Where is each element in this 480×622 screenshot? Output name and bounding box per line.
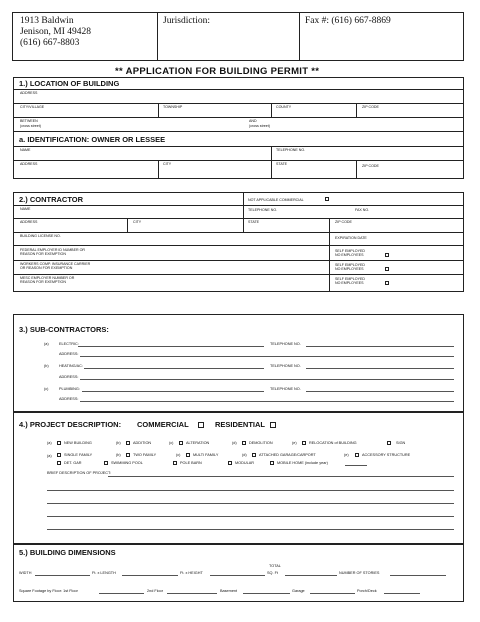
phone-line: (616) 667-8803	[20, 38, 80, 48]
swimming-pool-checkbox[interactable]	[104, 461, 108, 465]
input-line[interactable]	[243, 593, 290, 594]
option-label: ADDITION	[133, 441, 152, 445]
sqft-label: SQ. Ft	[267, 571, 278, 575]
option-label: ACCESSORY STRUCTURE	[362, 453, 411, 457]
commercial-label: COMMERCIAL	[137, 420, 189, 429]
exemption-checkbox[interactable]	[385, 281, 389, 285]
exemption-right	[335, 249, 365, 257]
header-divider	[299, 12, 300, 61]
sub-label: HEATING/AC:	[59, 364, 83, 368]
exemption-line: OR REASON FOR EXEMPTION	[20, 266, 73, 270]
township-label: TOWNSHIP	[163, 105, 183, 109]
garage-label: Garage	[292, 589, 305, 593]
owner-state-label: STATE	[276, 162, 288, 166]
sub-label: ELECTRIC:	[59, 342, 79, 346]
rule	[13, 89, 464, 90]
residential-label: RESIDENTIAL	[215, 420, 266, 429]
modular-checkbox[interactable]	[228, 461, 232, 465]
owner-address-label: ADDRESS	[20, 162, 38, 166]
exemption-right	[335, 277, 365, 285]
section2-title: 2.) CONTRACTOR	[19, 195, 84, 204]
license-label: BUILDING LICENSE NO.	[20, 234, 61, 238]
rule	[13, 260, 464, 261]
header-divider	[157, 12, 158, 61]
description-line[interactable]	[47, 529, 454, 530]
rule	[13, 232, 464, 233]
option-label: NEW BUILDING	[64, 441, 92, 445]
exemption-checkbox[interactable]	[385, 267, 389, 271]
section4-title: 4.) PROJECT DESCRIPTION:	[19, 420, 122, 429]
option-letter: (e)	[292, 441, 297, 445]
floor2-label: 2nd Floor	[147, 589, 164, 593]
office-address	[20, 16, 91, 49]
option-label: MODULAR	[235, 461, 254, 465]
pole-barn-checkbox[interactable]	[173, 461, 177, 465]
owner-zip-label: ZIP CODE	[362, 164, 379, 168]
option-label: TWO FAMILY	[133, 453, 157, 457]
rule	[13, 103, 464, 104]
section5-title: 5.) BUILDING DIMENSIONS	[19, 548, 116, 557]
option-letter: (b)	[116, 453, 121, 457]
option-letter: (e)	[344, 453, 349, 457]
input-line[interactable]	[306, 346, 454, 347]
length-label: Ft. x LENGTH	[92, 571, 116, 575]
exemption-line: MESC EMPLOYER NUMBER OR	[20, 276, 75, 280]
input-line[interactable]	[306, 391, 454, 392]
divider	[329, 218, 330, 292]
porch-label: Porch/Deck	[357, 589, 377, 593]
rule	[13, 218, 464, 219]
height-label: Ft. x HEIGHT	[180, 571, 203, 575]
input-line[interactable]	[310, 593, 355, 594]
exemption-left	[20, 262, 90, 270]
sqfoot-by-floor-label: Square Footage by Floor: 1st Floor	[19, 589, 78, 593]
accessory-structure-checkbox[interactable]	[355, 453, 359, 457]
address-line: 1913 Baldwin	[20, 16, 74, 26]
divider	[243, 192, 244, 232]
self-employed-label: SELF EMPLOYED	[335, 263, 365, 267]
mobile-home-checkbox[interactable]	[270, 461, 274, 465]
sub-telephone-label: TELEPHONE NO.	[270, 387, 301, 391]
contractor-zip-label: ZIP CODE	[335, 220, 352, 224]
exemption-line: REASON FOR EXEMPTION	[20, 280, 66, 284]
input-line[interactable]	[122, 575, 178, 576]
contractor-name-label: NAME	[20, 207, 31, 211]
rule	[13, 274, 464, 275]
divider	[158, 160, 159, 178]
input-line[interactable]	[306, 368, 454, 369]
brief-description-label: BRIEF DESCRIPTION OF PROJECT:	[47, 471, 111, 475]
sub-letter: (c)	[44, 387, 49, 391]
total-label: TOTAL	[269, 564, 281, 568]
demolition-checkbox[interactable]	[242, 441, 246, 445]
input-line[interactable]	[35, 575, 90, 576]
option-letter: (c)	[176, 453, 181, 457]
input-line[interactable]	[99, 593, 144, 594]
not-applicable-checkbox[interactable]	[325, 197, 329, 201]
divider	[271, 103, 272, 117]
owner-telephone-label: TELEPHONE NO.	[276, 148, 306, 152]
divider	[356, 103, 357, 117]
option-label: ALTERATION	[186, 441, 210, 445]
option-label: SWIMMING POOL	[111, 461, 143, 465]
rule	[13, 160, 464, 161]
address-label: ADDRESS	[20, 91, 38, 95]
width-label: WIDTH	[19, 571, 32, 575]
section1a-title: a. IDENTIFICATION: OWNER OR LESSEE	[19, 135, 166, 144]
sub-telephone-label: TELEPHONE NO.	[270, 364, 301, 368]
section1-title: 1.) LOCATION OF BUILDING	[19, 79, 120, 88]
exemption-left	[20, 248, 85, 256]
rule	[13, 117, 464, 118]
new-building-checkbox[interactable]	[57, 441, 61, 445]
basement-label: Basement	[220, 589, 238, 593]
owner-name-label: NAME	[20, 148, 31, 152]
owner-city-label: CITY	[163, 162, 172, 166]
divider	[271, 146, 272, 178]
exemption-right	[335, 263, 365, 271]
description-line[interactable]	[47, 516, 454, 517]
option-label: ATTACHED GARAGE/CARPORT	[259, 453, 316, 457]
city-village-label: CITY/VILLAGE	[20, 105, 45, 109]
input-line[interactable]	[78, 346, 264, 347]
input-line[interactable]	[167, 593, 217, 594]
input-line[interactable]	[82, 391, 264, 392]
option-letter: (c)	[169, 441, 174, 445]
between-label: BETWEEN	[20, 119, 38, 123]
option-letter: (d)	[242, 453, 247, 457]
sub-letter: (a)	[44, 342, 49, 346]
description-line[interactable]	[47, 503, 454, 504]
option-label: SINGLE FAMILY	[64, 453, 93, 457]
input-line[interactable]	[390, 575, 446, 576]
input-line[interactable]	[384, 593, 420, 594]
option-label: POLE BARN	[180, 461, 202, 465]
exemption-left	[20, 276, 74, 284]
sub-address-label: ADDRESS:	[59, 375, 79, 379]
year-input-line[interactable]	[345, 465, 367, 466]
relocation-checkbox[interactable]	[302, 441, 306, 445]
option-letter: (a)	[47, 454, 52, 458]
and-label: AND	[249, 119, 257, 123]
option-label: DET. GAR	[64, 461, 82, 465]
divider	[356, 160, 357, 178]
option-label: RELOCATION of BUILDING	[309, 441, 357, 445]
no-employees-label: NO EMPLOYEES	[335, 281, 364, 285]
input-line[interactable]	[285, 575, 337, 576]
option-letter: (d)	[232, 441, 237, 445]
jurisdiction-label: Jurisdiction:	[163, 16, 210, 26]
description-line[interactable]	[47, 490, 454, 491]
option-label: DEMOLITION	[249, 441, 273, 445]
rule	[13, 146, 464, 147]
contractor-telephone-label: TELEPHONE NO.	[248, 208, 278, 212]
self-employed-label: SELF EMPLOYED	[335, 277, 365, 281]
commercial-checkbox[interactable]	[198, 422, 204, 428]
option-letter: (a)	[47, 441, 52, 445]
rule	[13, 131, 464, 132]
contractor-address-label: ADDRESS	[20, 220, 38, 224]
description-line[interactable]	[108, 476, 454, 477]
zip-label: ZIP CODE	[362, 105, 379, 109]
residential-checkbox[interactable]	[270, 422, 276, 428]
option-label: MOBILE HOME (include year)	[277, 461, 328, 465]
addition-checkbox[interactable]	[126, 441, 130, 445]
section1-box	[13, 77, 464, 179]
address-line: Jenison, MI 49428	[20, 27, 91, 37]
no-employees-label: NO EMPLOYEES	[335, 267, 364, 271]
stories-label: NUMBER OF STORIES	[339, 571, 380, 575]
contractor-fax-label: FAX NO.	[355, 208, 370, 212]
rule	[13, 205, 464, 206]
expiration-label: EXPIRATION DATE	[335, 236, 367, 240]
sub-letter: (b)	[44, 364, 49, 368]
cross-street-label: (cross street)	[20, 124, 41, 128]
attached-garage-checkbox[interactable]	[252, 453, 256, 457]
section4-box	[13, 412, 464, 544]
input-line[interactable]	[210, 575, 265, 576]
county-label: COUNTY	[276, 105, 292, 109]
sub-address-label: ADDRESS:	[59, 352, 79, 356]
single-family-checkbox[interactable]	[57, 453, 61, 457]
section3-title: 3.) SUB-CONTRACTORS:	[19, 325, 109, 334]
option-letter: (b)	[116, 441, 121, 445]
exemption-line: FEDERAL EMPLOYER ID NUMBER OR	[20, 248, 85, 252]
divider	[158, 103, 159, 117]
sign-checkbox[interactable]	[387, 441, 391, 445]
input-line[interactable]	[80, 379, 454, 380]
fax-label: Fax #: (616) 667-8869	[305, 16, 391, 26]
cross-street-label: (cross street)	[249, 124, 270, 128]
exemption-checkbox[interactable]	[385, 253, 389, 257]
option-label: MULTI FAMILY	[193, 453, 219, 457]
option-label: SIGN	[396, 441, 406, 445]
sub-label: PLUMBING:	[59, 387, 80, 391]
sub-telephone-label: TELEPHONE NO.	[270, 342, 301, 346]
input-line[interactable]	[80, 401, 454, 402]
divider	[127, 218, 128, 232]
exemption-line: REASON FOR EXEMPTION	[20, 252, 66, 256]
input-line[interactable]	[80, 356, 454, 357]
no-employees-label: NO EMPLOYEES	[335, 253, 364, 257]
input-line[interactable]	[84, 368, 264, 369]
det-gar-checkbox[interactable]	[57, 461, 61, 465]
alteration-checkbox[interactable]	[179, 441, 183, 445]
sub-address-label: ADDRESS:	[59, 397, 79, 401]
not-applicable-label: NOT APPLICABLE COMMERCIAL	[248, 198, 304, 202]
exemption-line: WORKERS COMP. INSURANCE CARRIER	[20, 262, 91, 266]
section2-box	[13, 192, 464, 292]
self-employed-label: SELF EMPLOYED	[335, 249, 365, 253]
two-family-checkbox[interactable]	[126, 453, 130, 457]
multi-family-checkbox[interactable]	[186, 453, 190, 457]
contractor-state-label: STATE	[248, 220, 260, 224]
contractor-city-label: CITY	[133, 220, 142, 224]
rule	[13, 245, 464, 246]
form-title: ** APPLICATION FOR BUILDING PERMIT **	[115, 66, 320, 77]
